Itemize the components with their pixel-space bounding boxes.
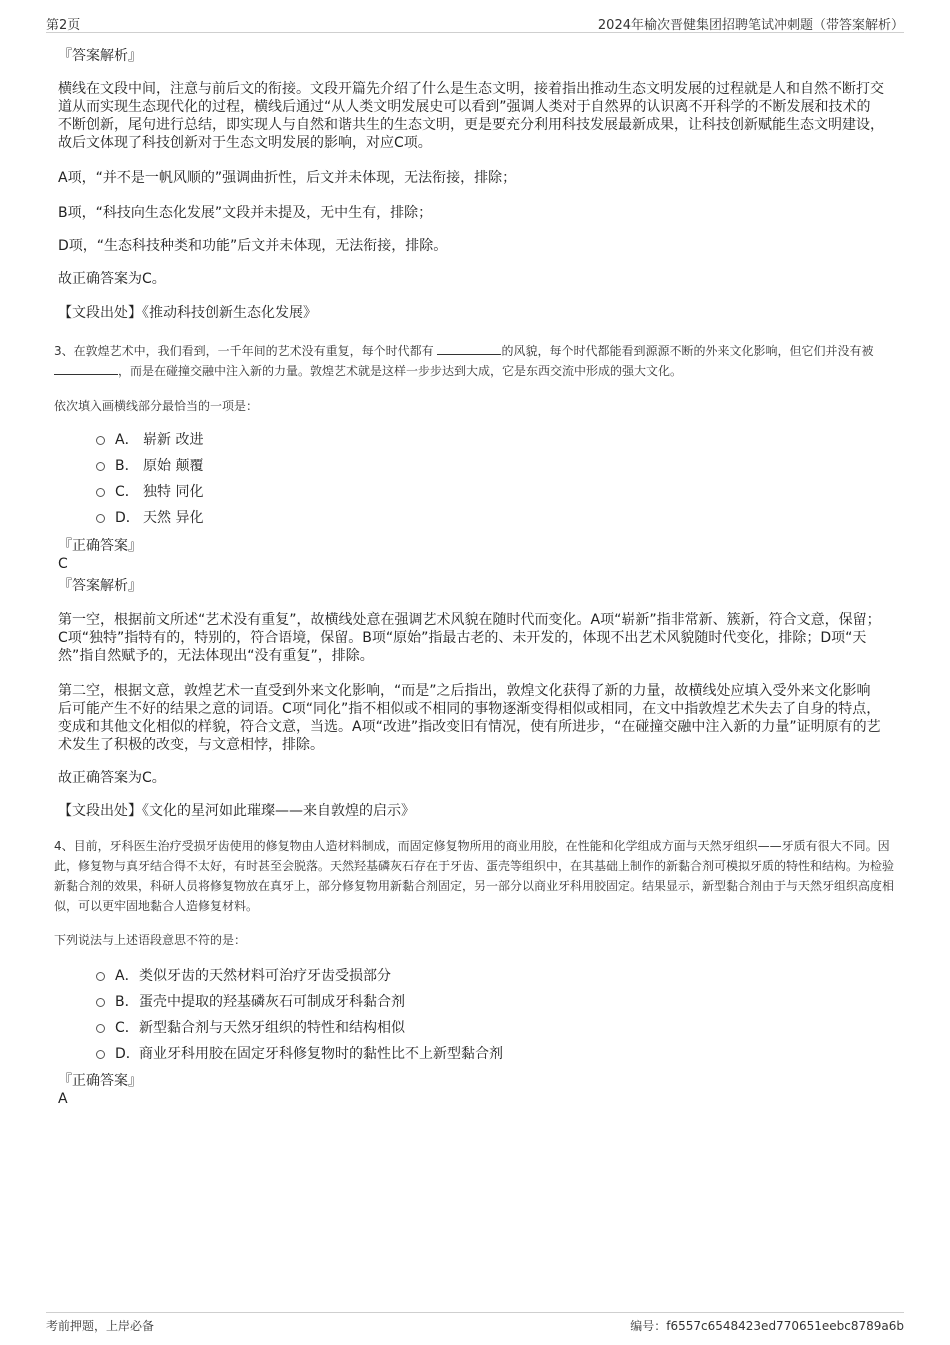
option-c[interactable]: C． 独特 同化 (96, 482, 203, 502)
correct-answer: A (58, 1091, 68, 1107)
source-citation: 【文段出处】《文化的星河如此璀璨——来自敦煌的启示》 (58, 803, 415, 819)
blank-1 (437, 342, 501, 355)
analysis-label: 『答案解析』 (58, 48, 142, 64)
document-title: 2024年榆次晋健集团招聘笔试冲刺题（带答案解析） (597, 18, 904, 33)
question-4-text: 4、目前，牙科医生治疗受损牙齿使用的修复物由人造材料制成，而固定修复物所用的商业用胶，在性能和化学组成方面与天然牙组织——牙质有很大不同。因此，修复物与真牙结合得不太好，有时甚至会脱落。天然羟基磷灰石存在于牙齿、蛋壳等组织中，在其基础上制作的新黏合剂可模拟牙质的特性和结构。为检验新黏合剂的效果，科研人员将修复物放在真牙上，部分修复物用新黏合剂固定，另一部分以商业牙科用胶固定。结果显示，新型黏合剂由于与天然牙组织高度相似，可以更牢固地黏合人造修复材料。 (54, 839, 895, 913)
option-d[interactable]: D． 商业牙科用胶在固定牙科修复物时的黏性比不上新型黏合剂 (96, 1044, 503, 1064)
option-c[interactable]: C． 新型黏合剂与天然牙组织的特性和结构相似 (96, 1018, 405, 1038)
source-citation: 【文段出处】《推动科技创新生态化发展》 (58, 305, 317, 321)
radio-icon[interactable] (96, 436, 105, 445)
page-footer (46, 1312, 904, 1335)
radio-icon[interactable] (96, 514, 105, 523)
option-b[interactable]: B． 蛋壳中提取的羟基磷灰石可制成牙科黏合剂 (96, 992, 405, 1012)
radio-icon[interactable] (96, 1024, 105, 1033)
radio-icon[interactable] (96, 488, 105, 497)
radio-icon[interactable] (96, 1050, 105, 1059)
blank-2 (54, 362, 118, 375)
option-a[interactable]: A． 类似牙齿的天然材料可治疗牙齿受损部分 (96, 966, 391, 986)
page-header (46, 10, 904, 33)
option-b-analysis: B项，“科技向生态化发展”文段并未提及，无中生有，排除； (58, 205, 433, 221)
question-3-text: 3、在敦煌艺术中，我们看到，一千年间的艺术没有重复，每个时代都有 的风貌，每个时代都能看到源源不断的外来文化影响，但它们并没有被 ，而是在碰撞交融中注入新的力量。敦煌艺术就是这样一步步达到大成，它是东西交流中形成的强大文化。 (54, 344, 874, 378)
option-b[interactable]: B． 原始 颠覆 (96, 456, 203, 476)
option-a[interactable]: A． 崭新 改进 (96, 430, 203, 450)
option-d[interactable]: D． 天然 异化 (96, 508, 203, 528)
conclusion: 故正确答案为C。 (58, 770, 166, 786)
analysis-label: 『答案解析』 (58, 578, 142, 594)
correct-answer-label: 『正确答案』 (58, 538, 142, 554)
page-number: 第2页 (46, 18, 81, 33)
correct-answer-label: 『正确答案』 (58, 1073, 142, 1089)
option-a-analysis: A项，“并不是一帆风顺的”强调曲折性，后文并未体现，无法衔接，排除； (58, 170, 517, 186)
document-code: 编号：f6557c6548423ed770651eebc8789a6b (630, 1319, 904, 1333)
question-4-prompt: 下列说法与上述语段意思不符的是： (54, 933, 247, 947)
conclusion: 故正确答案为C。 (58, 271, 166, 287)
analysis-paragraph-1: 第一空，根据前文所述“艺术没有重复”，故横线处意在强调艺术风貌在随时代而变化。A项“崭新”指非常新、簇新，符合文意，保留；C项“独特”指特有的，特别的，符合语境，保留。B项“原始”指最古老的、未开发的，体现不出艺术风貌随时代变化，排除；D项“天然”指自然赋予的，无法体现出“没有重复”，排除。 (58, 612, 881, 664)
analysis-paragraph-2: 第二空，根据文意，敦煌艺术一直受到外来文化影响，“而是”之后指出，敦煌文化获得了新的力量，故横线处应填入受外来文化影响后可能产生不好的结果之意的词语。C项“同化”指不相似或不相同的事物逐渐变得相似或相同，在文中指敦煌艺术失去了自身的特点，变成和其他文化相似的样貌，符合文意，当选。A项“改进”指改变旧有情况，使有所进步，“在碰撞交融中注入新的力量”证明原有的艺术发生了积极的改变，与文意相悖，排除。 (58, 683, 881, 753)
option-d-analysis: D项，“生态科技种类和功能”后文并未体现，无法衔接，排除。 (58, 238, 448, 254)
analysis-paragraph: 横线在文段中间，注意与前后文的衔接。文段开篇先介绍了什么是生态文明，接着指出推动生态文明发展的过程就是人和自然不断打交道从而实现生态现代化的过程，横线后通过“从人类文明发展史可以看到”强调人类对于自然界的认识离不开科学的不断发展和技术的不断创新，尾句进行总结，即实现人与自然和谐共生的生态文明，更是要充分利用科技发展最新成果，让科技创新赋能生态文明建设，故后文体现了科技创新对于生态文明发展的影响，对应C项。 (58, 81, 884, 151)
radio-icon[interactable] (96, 998, 105, 1007)
radio-icon[interactable] (96, 972, 105, 981)
correct-answer: C (58, 556, 68, 572)
question-3-prompt: 依次填入画横线部分最恰当的一项是： (54, 399, 259, 413)
footer-slogan: 考前押题，上岸必备 (46, 1319, 155, 1333)
radio-icon[interactable] (96, 462, 105, 471)
